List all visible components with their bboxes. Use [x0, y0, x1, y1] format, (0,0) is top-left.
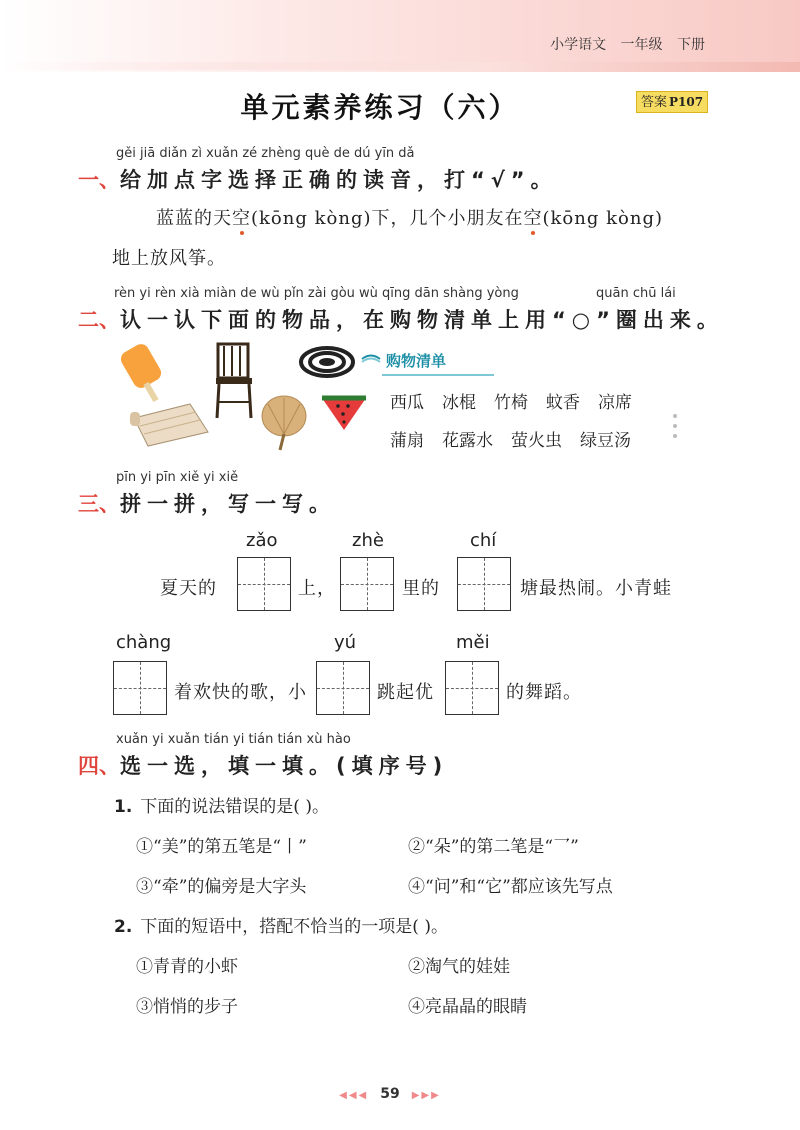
section2-number: 二、: [78, 308, 120, 332]
q2-option-1: ①青青的小虾: [136, 957, 238, 977]
page-number: 59: [380, 1086, 400, 1102]
list-item[interactable]: 西瓜: [390, 393, 424, 413]
header-subject: 小学语文: [550, 37, 607, 53]
s3-line1-b: 上，: [298, 578, 336, 599]
writing-box-mei[interactable]: [445, 661, 499, 715]
left-arrows-icon: ◀◀◀: [339, 1090, 369, 1101]
s3-line1-d: 塘最热闹。小青蛙: [520, 578, 672, 599]
section1-title: [78, 164, 558, 194]
section1-line1: [156, 204, 663, 230]
mosquito-coil-image: [298, 344, 356, 380]
section3-number: 三、: [78, 492, 120, 516]
s1-text-a: 蓝蓝的天: [156, 208, 232, 229]
list-item[interactable]: 花露水: [442, 431, 493, 451]
bamboo-mat-image: [130, 396, 210, 448]
writing-box-zao[interactable]: [237, 557, 291, 611]
writing-box-chi[interactable]: [457, 557, 511, 611]
bamboo-chair-image: [210, 340, 258, 420]
list-title-underline: [382, 374, 494, 376]
writing-box-zhe[interactable]: [340, 557, 394, 611]
s3-line2-a: 着欢快的歌，小: [174, 682, 307, 703]
section3-pinyin: pīn yi pīn xiě yi xiě: [116, 470, 239, 485]
section3-title: [78, 488, 336, 518]
q1-number: 1.: [114, 797, 133, 817]
q2-option-4: ④亮晶晶的眼睛: [408, 997, 527, 1017]
pinyin-chi: chí: [470, 530, 497, 551]
s1-dotted-char-2: 空: [523, 208, 543, 229]
page-title: 单元素养练习（六）: [240, 91, 520, 124]
items-illustration: [112, 340, 372, 455]
list-item[interactable]: 冰棍: [442, 393, 476, 413]
header-info: [540, 34, 705, 54]
list-item[interactable]: 绿豆汤: [580, 431, 631, 451]
popsicle-image: [120, 344, 168, 404]
section4-pinyin: xuǎn yi xuǎn tián yi tián tián xù hào: [116, 732, 351, 747]
s3-line1-c: 里的: [402, 578, 440, 599]
page-footer: [0, 1086, 780, 1102]
palm-fan-image: [258, 394, 310, 452]
pinyin-zhe: zhè: [352, 530, 384, 551]
s3-line2-b: 跳起优: [377, 682, 434, 703]
q2-number: 2.: [114, 917, 133, 937]
q1-option-3: ③“牵”的偏旁是大字头: [136, 877, 307, 897]
pinyin-zao: zǎo: [246, 530, 278, 551]
pinyin-chang: chàng: [116, 632, 172, 653]
list-item[interactable]: 萤火虫: [511, 431, 562, 451]
section4-number: 四、: [78, 754, 120, 778]
section1-number: 一、: [78, 168, 120, 192]
section3-text: 拼一拼，写一写。: [120, 492, 336, 516]
section2-pinyin: rèn yi rèn xià miàn de wù pǐn zài gòu wù qīng dān shàng yòng: [114, 286, 519, 301]
section4-title: [78, 750, 448, 780]
section2-text: 认一认下面的物品，在购物清单上用“○”圈出来。: [120, 308, 724, 332]
answer-page: P107: [669, 95, 704, 109]
section2-title: [78, 304, 724, 334]
q1-option-1: ①“美”的第五笔是“丨”: [136, 837, 307, 857]
list-item[interactable]: 蒲扇: [390, 431, 424, 451]
s1-text-c: (kōng kòng): [542, 208, 663, 229]
list-item[interactable]: 凉席: [598, 393, 632, 413]
section2-pinyin-end: quān chū lái: [596, 286, 676, 301]
section4-text: 选一选，填一填。(填序号): [120, 754, 449, 778]
s3-line1-a: 夏天的: [160, 578, 217, 599]
pinyin-yu: yú: [334, 632, 357, 653]
pinyin-mei: měi: [456, 632, 490, 653]
header-term: 下册: [677, 37, 705, 53]
q1-option-2: ②“朵”的第二笔是“乛”: [408, 837, 579, 857]
writing-box-chang[interactable]: [113, 661, 167, 715]
section1-pinyin: gěi jiā diǎn zì xuǎn zé zhèng què de dú yīn dǎ: [116, 146, 415, 161]
q1-option-4: ④“问”和“它”都应该先写点: [408, 877, 613, 897]
list-item[interactable]: 竹椅: [494, 393, 528, 413]
s1-dotted-char-1: 空: [232, 208, 251, 229]
right-arrows-icon: ▶▶▶: [411, 1090, 441, 1101]
writing-box-yu[interactable]: [316, 661, 370, 715]
s1-text-b: (kōng kòng)下，几个小朋友在: [251, 208, 524, 229]
decor-dots: [672, 412, 678, 442]
section1-line2: 地上放风筝。: [112, 248, 226, 269]
shopping-list: [360, 348, 680, 456]
list-decor-icon: [360, 354, 382, 364]
list-item[interactable]: 蚊香: [546, 393, 580, 413]
s3-line2-c: 的舞蹈。: [506, 682, 582, 703]
q2-option-3: ③悄悄的步子: [136, 997, 238, 1017]
section1-text: 给加点字选择正确的读音，打“√”。: [120, 168, 558, 192]
answer-label: 答案: [641, 95, 668, 110]
q1-text: 下面的说法错误的是( )。: [140, 797, 329, 817]
q2-option-2: ②淘气的娃娃: [408, 957, 510, 977]
list-title: 购物清单: [386, 352, 447, 370]
list-row-1: [390, 388, 650, 413]
header-grade: 一年级: [620, 37, 663, 53]
list-row-2: [390, 426, 649, 451]
question-1: [114, 792, 329, 817]
answer-tag: [636, 91, 708, 113]
q2-text: 下面的短语中，搭配不恰当的一项是( )。: [140, 917, 448, 937]
question-2: [114, 912, 448, 937]
